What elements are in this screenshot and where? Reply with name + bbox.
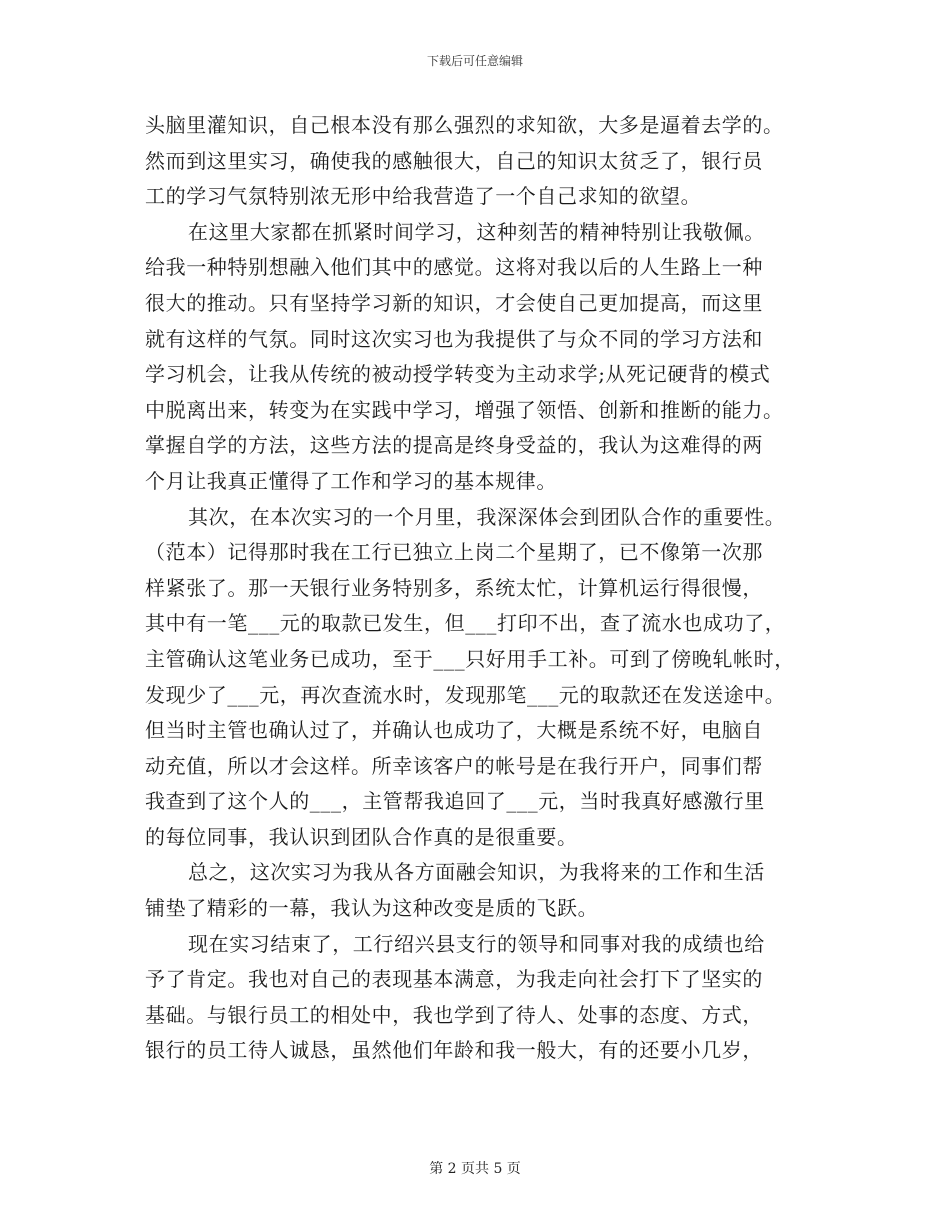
text-line: 主管确认这笔业务已成功，至于___只好用手工补。可到了傍晚轧帐时，	[145, 646, 795, 671]
text-line: 然而到这里实习，确使我的感触很大，自己的知识太贫乏了，银行员	[145, 148, 763, 173]
text-line: 中脱离出来，转变为在实践中学习，增强了领悟、创新和推断的能力。	[145, 397, 784, 422]
text-line: 但当时主管也确认过了，并确认也成功了，大概是系统不好，电脑自	[145, 718, 763, 743]
text-line: （范本）记得那时我在工行已独立上岗二个星期了，已不像第一次那	[145, 540, 763, 565]
text-line: 铺垫了精彩的一幕，我认为这种改变是质的飞跃。	[145, 896, 599, 921]
text-line: 工的学习气氛特别浓无形中给我营造了一个自己求知的欲望。	[145, 184, 702, 209]
text-line: 的每位同事，我认识到团队合作真的是很重要。	[145, 824, 578, 849]
text-line: 给我一种特别想融入他们其中的感觉。这将对我以后的人生路上一种	[145, 255, 763, 280]
text-line: 样紧张了。那一天银行业务特别多，系统太忙，计算机运行得很慢，	[145, 575, 763, 600]
text-line: 就有这样的气氛。同时这次实习也为我提供了与众不同的学习方法和	[145, 326, 763, 351]
text-line: 其中有一笔___元的取款已发生，但___打印不出，查了流水也成功了，	[145, 611, 786, 636]
text-line: 头脑里灌知识，自己根本没有那么强烈的求知欲，大多是逼着去学的。	[145, 113, 784, 137]
page-footer: 第 2 页共 5 页	[429, 1161, 521, 1177]
text-line: 个月让我真正懂得了工作和学习的基本规律。	[145, 468, 557, 493]
text-line: 现在实习结束了，工行绍兴县支行的领导和同事对我的成绩也给	[188, 931, 765, 956]
text-line: 掌握自学的方法，这些方法的提高是终身受益的，我认为这难得的两	[145, 433, 763, 458]
text-line: 很大的推动。只有坚持学习新的知识，才会使自己更加提高，而这里	[145, 290, 763, 315]
text-line: 我查到了这个人的___，主管帮我追回了___元，当时我真好感激行里	[145, 789, 765, 814]
text-line: 动充值，所以才会这样。所幸该客户的帐号是在我行开户，同事们帮	[145, 753, 763, 778]
text-line: 其次，在本次实习的一个月里，我深深体会到团队合作的重要性。	[188, 504, 786, 529]
text-line: 总之，这次实习为我从各方面融会知识，为我将来的工作和生活	[188, 860, 765, 885]
text-line: 在这里大家都在抓紧时间学习，这种刻苦的精神特别让我敬佩。	[188, 219, 765, 244]
text-line: 发现少了___元，再次查流水时，发现那笔___元的取款还在发送途中。	[145, 682, 786, 707]
text-line: 予了肯定。我也对自己的表现基本满意，为我走向社会打下了坚实的	[145, 967, 763, 992]
text-line: 学习机会，让我从传统的被动授学转变为主动求学;从死记硬背的模式	[145, 362, 771, 387]
text-line: 基础。与银行员工的相处中，我也学到了待人、处事的态度、方式，	[145, 1002, 763, 1027]
document-body	[145, 108, 825, 1069]
text-line: 银行的员工待人诚恳，虽然他们年龄和我一般大，有的还要小几岁，	[145, 1038, 763, 1063]
page-header: 下载后可任意编辑	[426, 54, 523, 68]
